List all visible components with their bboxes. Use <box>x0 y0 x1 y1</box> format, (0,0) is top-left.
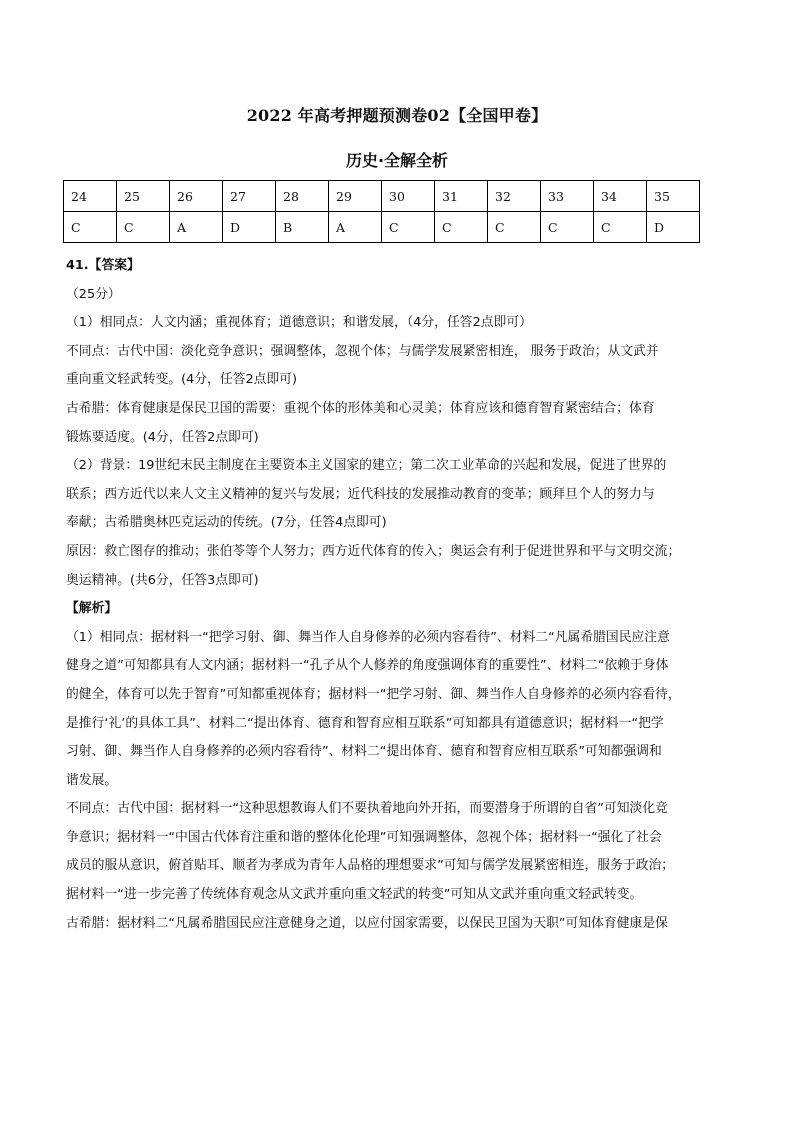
text-line: 不同点：古代中国：淡化竞争意识；强调整体，忽视个体；与儒学发展紧密相连， 服务于政治；从文武并 <box>66 343 659 359</box>
question-number-cell: 29 <box>329 181 382 212</box>
text-line: 据材料一“进一步完善了传统体育观念从文武并重向重文轻武的转变”可知从文武并重向重文轻武转变。 <box>66 887 643 903</box>
question-number-cell: 27 <box>223 181 276 212</box>
text-line: 不同点：古代中国：据材料一“这种思想教诲人们不要执着地向外开拓，而要潜身于所谓的自省”可知淡化竞 <box>66 801 668 817</box>
answer-cell: C <box>382 212 435 243</box>
question-number-cell: 34 <box>594 181 647 212</box>
text-line: 的健全，体育可以先于智育”可知都重视体育；据材料一“把学习射、御、舞当作人自身修养的必须内容看待， <box>66 686 681 702</box>
page-subtitle: 历史·全解全析 <box>345 151 449 170</box>
text-line: 重向重文轻武转变。(4分，任答2点即可) <box>66 372 298 388</box>
text-line: （1）相同点：人文内涵；重视体育；道德意识；和谐发展，（4分，任答2点即可） <box>66 315 532 331</box>
text-line: 健身之道”可知都具有人文内涵；据材料一“孔子从个人修养的角度强调体育的重要性”、材料二“依赖于身体 <box>66 658 669 674</box>
text-line: 争意识；据材料一“中国古代体育注重和谐的整体化伦理”可知强调整体，忽视个体；据材料一“强化了社会 <box>66 829 662 845</box>
question-number-cell: 28 <box>276 181 329 212</box>
answer-cell: B <box>276 212 329 243</box>
answer-cell: A <box>170 212 223 243</box>
text-line: 是推行‘礼’的具体工具”、材料二“提出体育、德育和智育应相互联系”可知都具有道德意识；据材料一“把学 <box>66 715 664 731</box>
text-line: （1）相同点：据材料一“把学习射、御、舞当作人自身修养的必须内容看待”、材料二“凡属希腊国民应注意 <box>66 629 670 645</box>
question-number-cell: 24 <box>64 181 117 212</box>
answer-analysis-body <box>66 252 726 938</box>
text-line: 奉献；古希腊奥林匹克运动的传统。(7分，任答4点即可) <box>66 515 387 531</box>
answer-row <box>64 212 700 243</box>
text-line: 联系；西方近代以来人文主义精神的复兴与发展；近代科技的发展推动教育的变革；顾拜旦个人的努力与 <box>66 486 655 502</box>
text-line: 锻炼要适度。(4分，任答2点即可) <box>66 429 259 445</box>
answer-table <box>63 180 700 243</box>
question-number-cell: 30 <box>382 181 435 212</box>
question-number-cell: 32 <box>488 181 541 212</box>
answer-cell: C <box>488 212 541 243</box>
answer-cell: C <box>64 212 117 243</box>
answer-cell: C <box>117 212 170 243</box>
text-line: 原因：救亡图存的推动；张伯苓等个人努力；西方近代体育的传入；奥运会有利于促进世界和平与文明交流； <box>66 543 681 559</box>
question-number-cell: 31 <box>435 181 488 212</box>
text-line: 古希腊：据材料二“凡属希腊国民应注意健身之道，以应付国家需要，以保民卫国为天职”可知体育健康是保 <box>66 915 668 931</box>
question-number-cell: 25 <box>117 181 170 212</box>
question-number-cell: 35 <box>647 181 700 212</box>
text-line: 【解析】 <box>66 601 118 617</box>
text-line: 成员的服从意识，俯首贴耳、顺者为孝成为青年人品格的理想要求”可知与儒学发展紧密相连，服务于政治； <box>66 858 675 874</box>
question-number-cell: 33 <box>541 181 594 212</box>
page-title: 2022 年高考押题预测卷02【全国甲卷】 <box>246 106 548 125</box>
answer-cell: A <box>329 212 382 243</box>
text-line: （25分） <box>66 286 121 302</box>
question-number-row <box>64 181 700 212</box>
answer-cell: C <box>541 212 594 243</box>
text-line: 41.【答案】 <box>66 258 140 273</box>
answer-cell: C <box>594 212 647 243</box>
answer-cell: C <box>435 212 488 243</box>
text-line: 谐发展。 <box>66 772 118 788</box>
text-line: 奥运精神。(共6分，任答3点即可) <box>66 572 259 588</box>
text-line: 古希腊：体育健康是保民卫国的需要：重视个体的形体美和心灵美；体育应该和德育智育紧密结合；体育 <box>66 400 655 416</box>
answer-cell: D <box>647 212 700 243</box>
text-line: （2）背景：19世纪末民主制度在主要资本主义国家的建立；第二次工业革命的兴起和发展，促进了世界的 <box>66 458 667 474</box>
answer-cell: D <box>223 212 276 243</box>
question-number-cell: 26 <box>170 181 223 212</box>
text-line: 习射、御、舞当作人自身修养的必须内容看待”、材料二“提出体育、德育和智育应相互联系”可知都强调和 <box>66 744 662 760</box>
